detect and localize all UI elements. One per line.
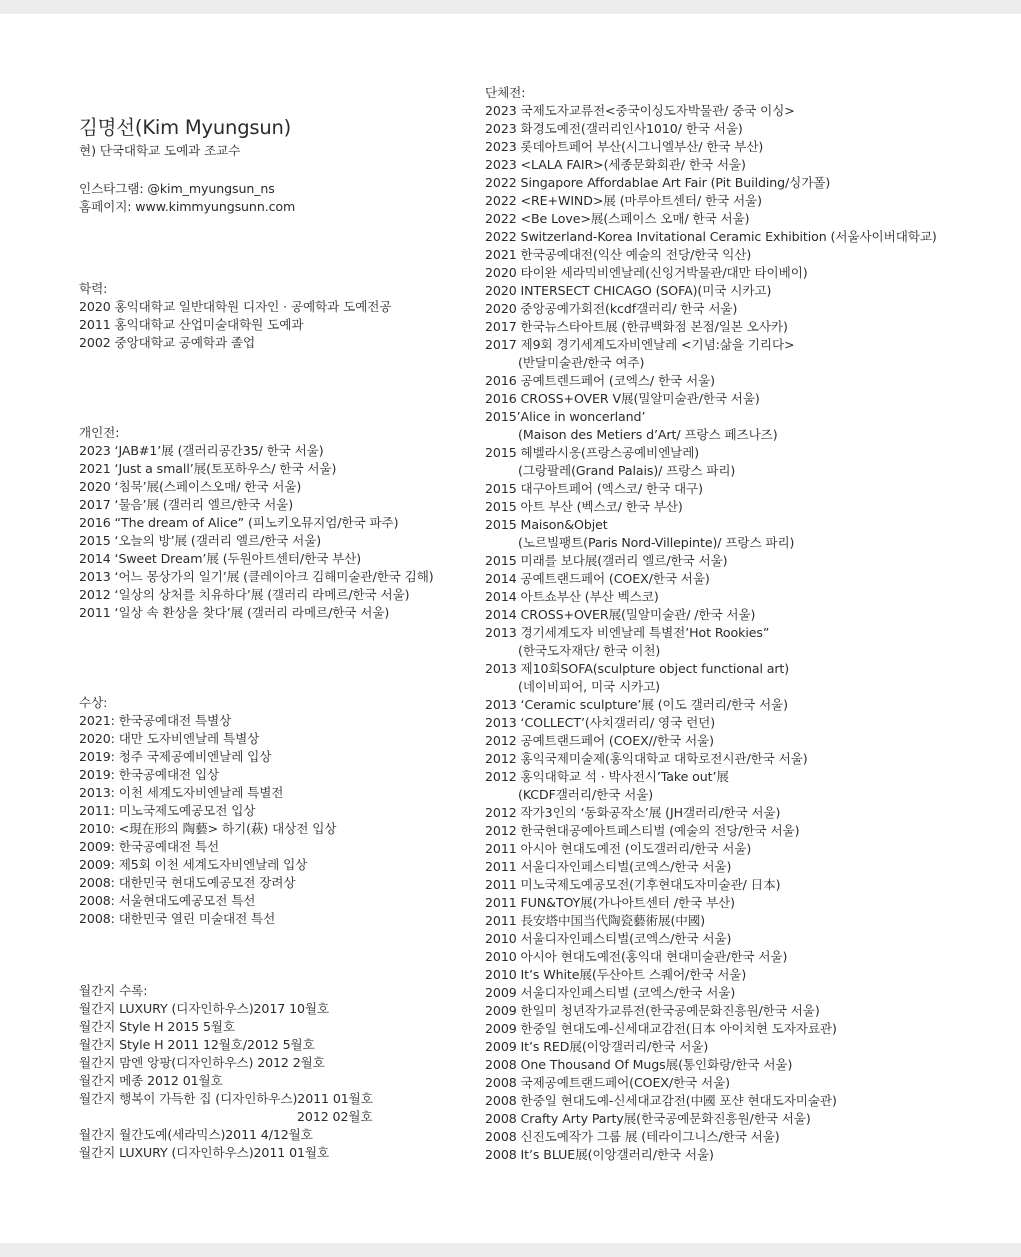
- group-exhibition-item: 2009 한일미 청년작가교류전(한국공예문화진흥원/한국 서울): [485, 1003, 820, 1018]
- group-exhibition-item: 2013 경기세계도자 비엔날레 특별전’Hot Rookies”: [485, 625, 770, 640]
- award-item: 2021: 한국공예대전 특별상: [79, 713, 232, 728]
- group-exhibition-item: 2009 It’s RED展(이앙갤러리/한국 서울): [485, 1039, 709, 1054]
- award-item: 2019: 청주 국제공예비엔날레 입상: [79, 749, 272, 764]
- instagram-handle: 인스타그램: @kim_myungsun_ns: [79, 181, 275, 196]
- solo-exhibition-item: 2012 ‘일상의 상처를 치유하다’展 (갤러리 라메르/한국 서울): [79, 587, 410, 602]
- group-exhibition-item: 2015 대구아트페어 (엑스코/ 한국 대구): [485, 481, 703, 496]
- group-exhibition-item: 2017 제9회 경기세계도자비엔날레 <기념:삶을 기리다>: [485, 337, 795, 352]
- group-exhibition-item: 2012 한국현대공예아트페스티벌 (예술의 전당/한국 서울): [485, 823, 800, 838]
- solo-exhibitions-heading: 개인전:: [79, 425, 120, 440]
- group-exhibition-item: 2022 Singapore Affordablae Art Fair (Pit Building/싱가폴): [485, 175, 831, 190]
- press-item: 월간지 LUXURY (디자인하우스)2011 01월호: [79, 1145, 330, 1160]
- group-exhibition-item: 2008 국제공예트랜드페어(COEX/한국 서울): [485, 1075, 730, 1090]
- group-exhibition-item: 2023 롯데아트페어 부산(시그니엘부산/ 한국 부산): [485, 139, 764, 154]
- press-item: 월간지 메종 2012 01월호: [79, 1073, 223, 1088]
- solo-exhibition-item: 2020 ‘침묵’展(스페이스오매/ 한국 서울): [79, 479, 302, 494]
- group-exhibition-item: 2017 한국뉴스타아트展 (한큐백화점 본점/일본 오사카): [485, 319, 788, 334]
- group-exhibitions-section: [485, 84, 1005, 1164]
- cv-page: [0, 14, 1021, 1243]
- group-exhibition-item: (그랑팔레(Grand Palais)/ 프랑스 파리): [518, 463, 736, 478]
- solo-exhibition-item: 2023 ‘JAB#1’展 (갤러리공간35/ 한국 서울): [79, 443, 324, 458]
- solo-exhibitions-section: [79, 424, 479, 622]
- group-exhibitions-list: [485, 102, 1005, 1164]
- education-item: 2002 중앙대학교 공예학과 졸업: [79, 335, 256, 350]
- left-column: [79, 114, 479, 1162]
- group-exhibition-item: 2013 ‘COLLECT’(사치갤러리/ 영국 런던): [485, 715, 716, 730]
- group-exhibition-item: 2015 헤벨라시옹(프랑스공예비엔날레): [485, 445, 700, 460]
- group-exhibition-item: 2012 작가3인의 ‘동화공작소’展 (JH갤러리/한국 서울): [485, 805, 781, 820]
- solo-exhibition-item: 2011 ‘일상 속 환상을 찾다’展 (갤러리 라메르/한국 서울): [79, 605, 390, 620]
- group-exhibition-item: 2008 신진도예작가 그룹 展 (테라이그니스/한국 서울): [485, 1129, 780, 1144]
- group-exhibition-item: (KCDF갤러리/한국 서울): [518, 787, 654, 802]
- award-item: 2009: 한국공예대전 특선: [79, 839, 220, 854]
- award-item: 2011: 미노국제도예공모전 입상: [79, 803, 256, 818]
- group-exhibition-item: 2008 Crafty Arty Party展(한국공예문화진흥원/한국 서울): [485, 1111, 811, 1126]
- education-list: [79, 298, 479, 352]
- press-item: 월간지 월간도예(세라믹스)2011 4/12월호: [79, 1127, 313, 1142]
- group-exhibition-item: 2011 아시아 현대도예전 (이도갤러리/한국 서울): [485, 841, 752, 856]
- group-exhibition-item: 2015 Maison&Objet: [485, 517, 608, 532]
- award-item: 2020: 대만 도자비엔날레 특별상: [79, 731, 260, 746]
- solo-exhibition-item: 2014 ‘Sweet Dream’展 (두원아트센터/한국 부산): [79, 551, 362, 566]
- group-exhibition-item: (한국도자재단/ 한국 이천): [518, 643, 661, 658]
- group-exhibition-item: 2015 아트 부산 (벡스코/ 한국 부산): [485, 499, 683, 514]
- group-exhibition-item: 2023 화경도예전(갤러리인사1010/ 한국 서울): [485, 121, 743, 136]
- group-exhibition-item: 2013 ‘Ceramic sculpture’展 (이도 갤러리/한국 서울): [485, 697, 788, 712]
- group-exhibition-item: 2014 공예트랜드페어 (COEX/한국 서울): [485, 571, 710, 586]
- press-item: 월간지 Style H 2015 5월호: [79, 1019, 236, 1034]
- group-exhibition-item: 2011 FUN&TOY展(가나아트센터 /한국 부산): [485, 895, 735, 910]
- award-item: 2008: 대한민국 열린 미술대전 특선: [79, 911, 276, 926]
- press-section: [79, 982, 479, 1162]
- group-exhibition-item: 2012 공예트랜드페어 (COEX//한국 서울): [485, 733, 714, 748]
- solo-exhibition-item: 2013 ‘어느 몽상가의 일기’展 (클레이아크 김해미술관/한국 김해): [79, 569, 434, 584]
- group-exhibition-item: 2010 아시아 현대도예전(홍익대 현대미술관/한국 서울): [485, 949, 788, 964]
- group-exhibition-item: 2015 미래를 보다展(갤러리 엘르/한국 서울): [485, 553, 728, 568]
- group-exhibition-item: (네이비피어, 미국 시카고): [518, 679, 660, 694]
- award-item: 2008: 대한민국 현대도예공모전 장려상: [79, 875, 296, 890]
- awards-list: [79, 712, 479, 928]
- press-item: 월간지 행복이 가득한 집 (디자인하우스)2011 01월호: [79, 1091, 373, 1106]
- solo-exhibition-item: 2021 ‘Just a small’展(토포하우스/ 한국 서울): [79, 461, 337, 476]
- group-exhibition-item: 2023 국제도자교류전<중국이싱도자박물관/ 중국 이싱>: [485, 103, 795, 118]
- education-heading: 학력:: [79, 281, 108, 296]
- education-item: 2020 홍익대학교 일반대학원 디자인 · 공예학과 도예전공: [79, 299, 392, 314]
- right-column: [485, 84, 1005, 1164]
- award-item: 2019: 한국공예대전 입상: [79, 767, 220, 782]
- group-exhibition-item: 2020 타이완 세라믹비엔날레(신잉거박물관/대만 타이베이): [485, 265, 808, 280]
- group-exhibition-item: (Maison des Metiers d’Art/ 프랑스 페즈나즈): [518, 427, 778, 442]
- group-exhibition-item: 2012 홍익대학교 석 · 박사전시’Take out’展: [485, 769, 729, 784]
- group-exhibition-item: (노르빌팽트(Paris Nord-Villepinte)/ 프랑스 파리): [518, 535, 795, 550]
- group-exhibition-item: 2008 One Thousand Of Mugs展(통인화랑/한국 서울): [485, 1057, 793, 1072]
- group-exhibition-item: 2010 서울디자인페스티벌(코엑스/한국 서울): [485, 931, 732, 946]
- group-exhibition-item: 2023 <LALA FAIR>(세종문화회관/ 한국 서울): [485, 157, 746, 172]
- press-item: 월간지 Style H 2011 12월호/2012 5월호: [79, 1037, 315, 1052]
- group-exhibition-item: 2009 서울디자인페스티벌 (코엑스/한국 서울): [485, 985, 736, 1000]
- group-exhibitions-heading: 단체전:: [485, 85, 526, 100]
- group-exhibition-item: 2015’Alice in woncerland’: [485, 409, 646, 424]
- group-exhibition-item: 2016 CROSS+OVER V展(밀알미술관/한국 서울): [485, 391, 760, 406]
- group-exhibition-item: 2022 <RE+WIND>展 (마루아트센터/ 한국 서울): [485, 193, 762, 208]
- press-item: 월간지 맘엔 앙팡(디자인하우스) 2012 2월호: [79, 1055, 325, 1070]
- group-exhibition-item: 2021 한국공예대전(익산 예술의 전당/한국 익산): [485, 247, 752, 262]
- solo-exhibitions-list: [79, 442, 479, 622]
- group-exhibition-item: 2022 <Be Love>展(스페이스 오매/ 한국 서울): [485, 211, 750, 226]
- group-exhibition-item: 2008 한중일 현대도예-신세대교감전(中國 포샨 현대도자미술관): [485, 1093, 837, 1108]
- group-exhibition-item: 2014 아트쇼부산 (부산 벡스코): [485, 589, 659, 604]
- education-section: [79, 280, 479, 352]
- award-item: 2009: 제5회 이천 세계도자비엔날레 입상: [79, 857, 308, 872]
- awards-section: [79, 694, 479, 928]
- award-item: 2013: 이천 세계도자비엔날레 특별전: [79, 785, 284, 800]
- group-exhibition-item: 2011 미노국제도예공모전(기후현대도자미술관/ 日本): [485, 877, 781, 892]
- group-exhibition-item: 2016 공예트렌드페어 (코엑스/ 한국 서울): [485, 373, 715, 388]
- press-heading: 월간지 수록:: [79, 983, 148, 998]
- homepage-url: 홈페이지: www.kimmyungsunn.com: [79, 199, 296, 214]
- group-exhibition-item: 2012 홍익국제미술제(홍익대학교 대학로전시관/한국 서울): [485, 751, 808, 766]
- group-exhibition-item: (반달미술관/한국 여주): [518, 355, 645, 370]
- award-item: 2010: <現在形의 陶藝> 하기(萩) 대상전 입상: [79, 821, 337, 836]
- group-exhibition-item: 2008 It’s BLUE展(이앙갤러리/한국 서울): [485, 1147, 714, 1162]
- group-exhibition-item: 2010 It’s White展(두산아트 스퀘어/한국 서울): [485, 967, 747, 982]
- group-exhibition-item: 2013 제10회SOFA(sculpture object functional art): [485, 661, 790, 676]
- awards-heading: 수상:: [79, 695, 108, 710]
- press-list: [79, 1000, 479, 1108]
- solo-exhibition-item: 2015 ‘오늘의 방’展 (갤러리 엘르/한국 서울): [79, 533, 322, 548]
- group-exhibition-item: 2009 한중일 현대도예-신세대교감전(日本 아이치현 도자자료관): [485, 1021, 837, 1036]
- press-item: 월간지 LUXURY (디자인하우스)2017 10월호: [79, 1001, 330, 1016]
- solo-exhibition-item: 2016 “The dream of Alice” (피노키오뮤지엄/한국 파주): [79, 515, 399, 530]
- group-exhibition-item: 2011 長安塔中国当代陶瓷藝術展(中國): [485, 913, 706, 928]
- current-position: 현) 단국대학교 도예과 조교수: [79, 143, 241, 158]
- press-continuation: 2012 02월호: [297, 1109, 373, 1124]
- education-item: 2011 홍익대학교 산업미술대학원 도예과: [79, 317, 304, 332]
- group-exhibition-item: 2020 INTERSECT CHICAGO (SOFA)(미국 시카고): [485, 283, 772, 298]
- group-exhibition-item: 2022 Switzerland-Korea Invitational Ceramic Exhibition (서울사이버대학교): [485, 229, 937, 244]
- group-exhibition-item: 2011 서울디자인페스티벌(코엑스/한국 서울): [485, 859, 732, 874]
- group-exhibition-item: 2020 중앙공예가회전(kcdf갤러리/ 한국 서울): [485, 301, 738, 316]
- artist-name: 김명선(Kim Myungsun): [79, 116, 292, 139]
- solo-exhibition-item: 2017 ‘물음’展 (갤러리 엘르/한국 서울): [79, 497, 294, 512]
- group-exhibition-item: 2014 CROSS+OVER展(밀알미술관/ /한국 서울): [485, 607, 756, 622]
- award-item: 2008: 서울현대도예공모전 특선: [79, 893, 256, 908]
- press-list-continued: [79, 1126, 479, 1162]
